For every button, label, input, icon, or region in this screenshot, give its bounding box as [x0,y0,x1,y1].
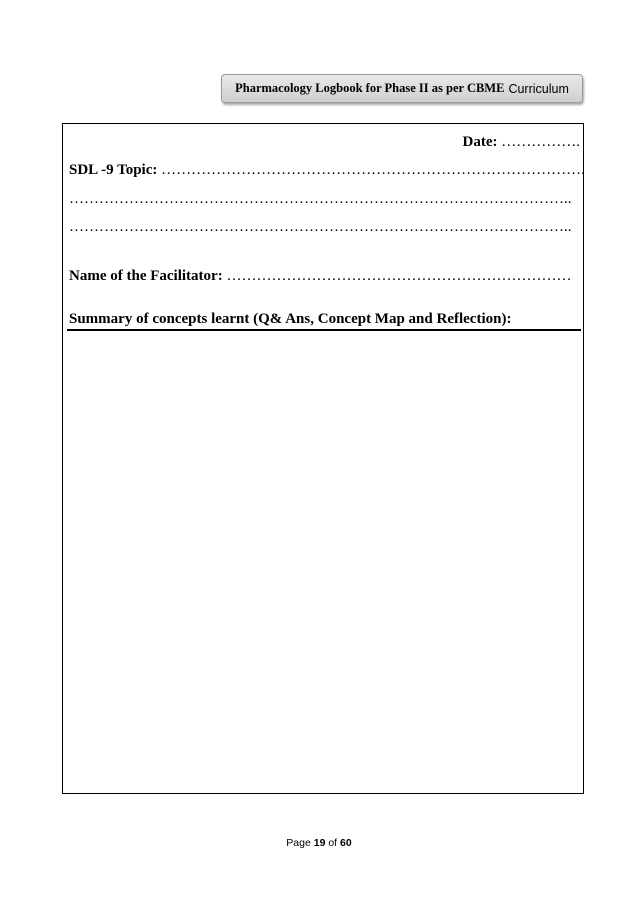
logbook-title-curriculum: Curriculum [508,81,569,96]
page-of: of [328,837,338,849]
sdl-form-box [62,123,584,794]
topic-continuation-field-2[interactable]: ……………………………………………………………………………………….. [69,219,572,235]
logbook-title-banner [221,74,583,103]
date-row [463,134,580,151]
summary-divider [67,329,581,331]
page-prefix: Page [286,837,311,849]
topic-field[interactable]: …………………………………………………………………………. [161,162,585,178]
page-total: 60 [340,837,352,849]
date-label: Date: [462,134,498,150]
page-number [0,837,638,849]
summary-heading: Summary of concepts learnt (Q& Ans, Concept Map and Reflection): [69,311,512,327]
topic-continuation-field-1[interactable]: ……………………………………………………………………………………….. [69,191,572,207]
facilitator-row [69,268,571,285]
topic-label: SDL -9 Topic: [69,162,158,178]
page-current: 19 [313,837,326,849]
facilitator-field[interactable]: …………………………………………………………… [226,268,572,284]
logbook-title: Pharmacology Logbook for Phase II as per CBME [235,81,505,95]
facilitator-label: Name of the Facilitator: [69,268,223,284]
date-field[interactable]: ……………. [501,134,580,150]
topic-row [69,162,585,179]
